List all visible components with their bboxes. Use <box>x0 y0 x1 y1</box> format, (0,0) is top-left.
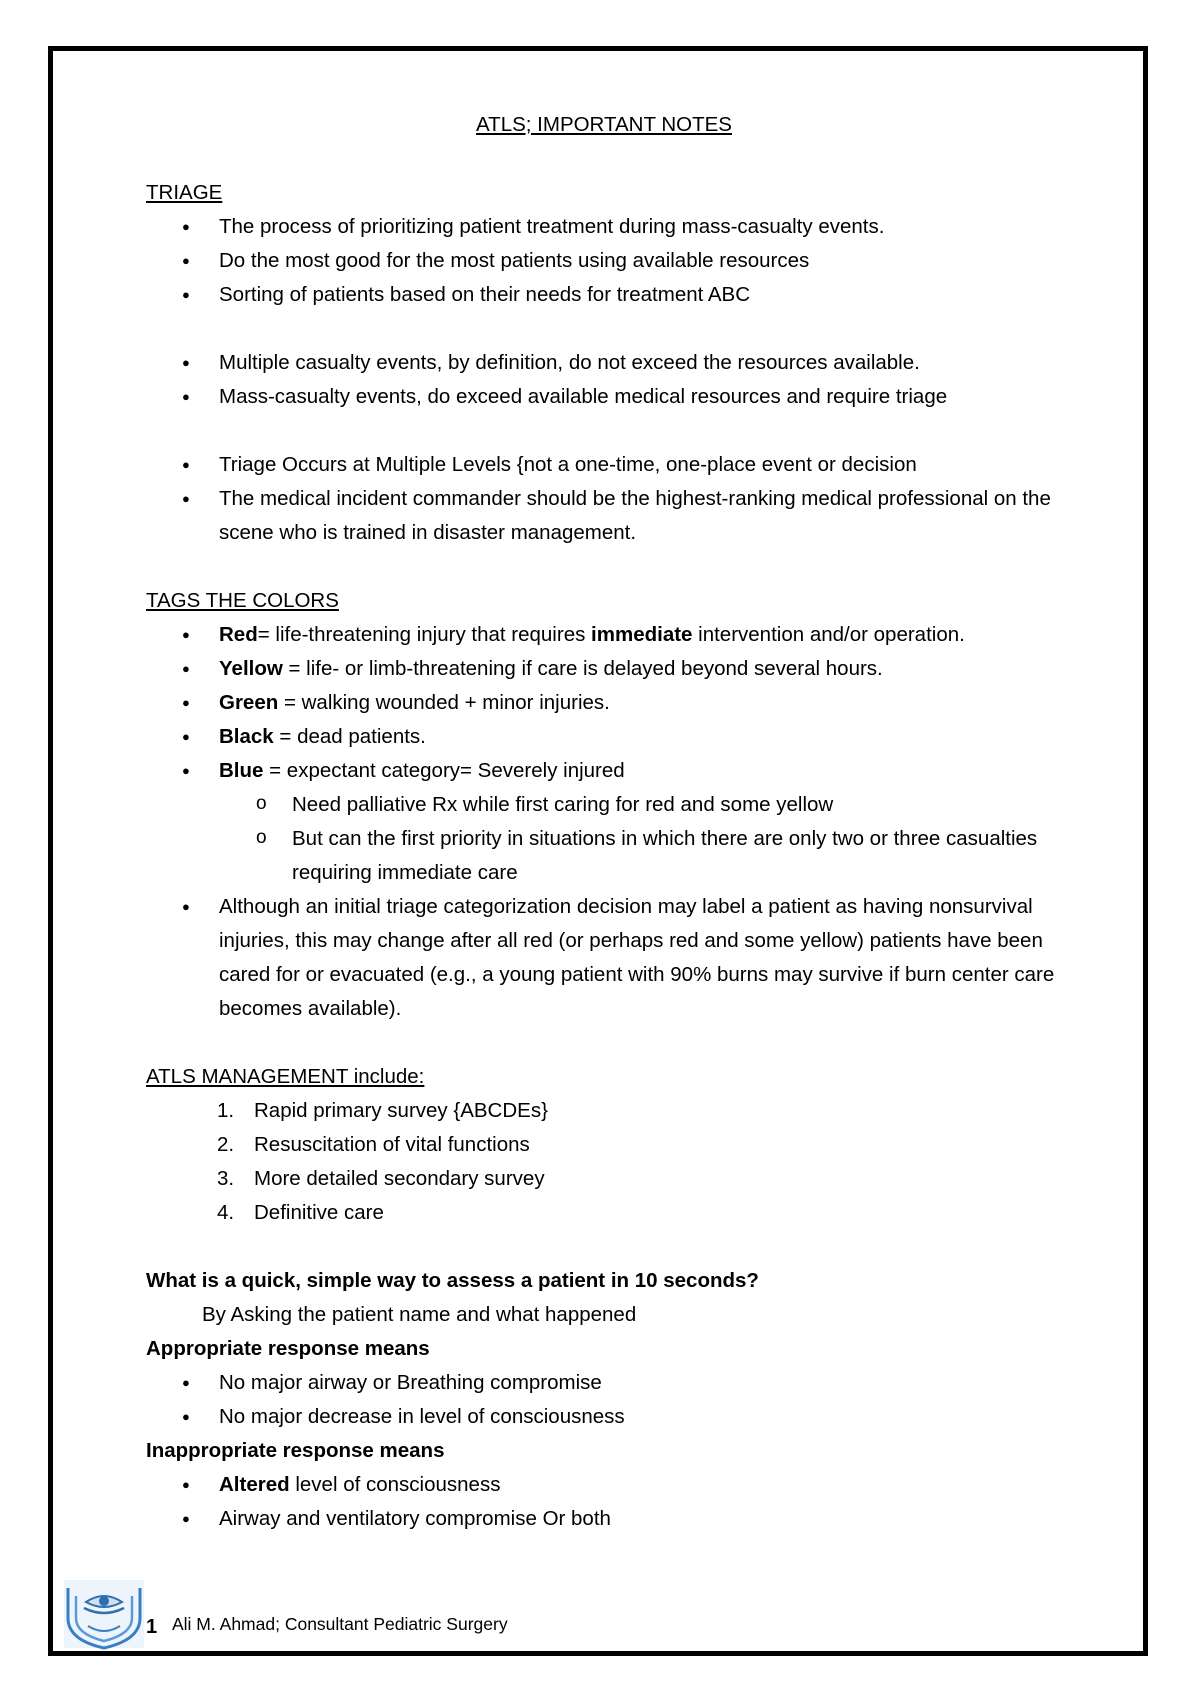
item-text: More detailed secondary survey <box>254 1167 545 1190</box>
document-body <box>146 108 1076 1536</box>
appropriate-response-list <box>146 1366 1076 1434</box>
eye-shield-logo-icon <box>62 1578 146 1650</box>
list-item <box>146 1196 1076 1230</box>
list-item: ● Sorting of patients based on their needs for treatment ABC <box>146 278 1076 312</box>
item-text: Rapid primary survey {ABCDEs} <box>254 1099 548 1122</box>
tag-green-text: = walking wounded + minor injuries. <box>278 691 610 714</box>
page-footer <box>62 1578 662 1658</box>
management-heading: ATLS MANAGEMENT include: <box>146 1065 425 1088</box>
item-number: 3. <box>217 1167 235 1190</box>
tag-red-label: Red <box>219 623 258 646</box>
tag-yellow-text: = life- or limb-threatening if care is delayed beyond several hours. <box>282 657 883 680</box>
blue-sub-list <box>146 788 1076 890</box>
list-item: ● Multiple casualty events, by definition, do not exceed the resources available. <box>146 346 1076 380</box>
list-item <box>146 1128 1076 1162</box>
tag-black-item <box>146 720 1076 754</box>
list-item: ● The medical incident commander should be the highest-ranking medical professional on the scene who is trained in disaster management. <box>146 482 1076 550</box>
tag-red-emphasis: immediate <box>591 623 693 646</box>
list-item: ● Mass-casualty events, do exceed available medical resources and require triage <box>146 380 1076 414</box>
tag-blue-label: Blue <box>219 759 264 782</box>
tags-note-list <box>146 890 1076 1026</box>
triage-heading: TRIAGE <box>146 181 223 204</box>
page-number: 1 <box>146 1616 158 1638</box>
list-item: ● Although an initial triage categorization decision may label a patient as having nonsurvival injuries, this may change after all red (or perhaps red and some yellow) patients have been cared for or evacuated (e.g., a young patient with 90% burns may survive if burn center care becomes available). <box>146 890 1076 1026</box>
item-number: 4. <box>217 1201 235 1224</box>
tags-list <box>146 618 1076 788</box>
list-item: o Need palliative Rx while first caring for red and some yellow <box>146 788 1076 822</box>
inappropriate-response-list <box>146 1468 1076 1536</box>
list-item: ● Airway and ventilatory compromise Or both <box>146 1502 1076 1536</box>
triage-list-1 <box>146 210 1076 312</box>
tag-yellow-item <box>146 652 1076 686</box>
item-number: 1. <box>217 1099 235 1122</box>
quick-assessment-answer: By Asking the patient name and what happened <box>202 1303 637 1326</box>
page-title: ATLS; IMPORTANT NOTES <box>476 113 732 136</box>
list-item: o But can the first priority in situations in which there are only two or three casualties requiring immediate care <box>146 822 1076 890</box>
tag-red-text-before: = life-threatening injury that requires <box>257 623 592 646</box>
list-item: ● No major airway or Breathing compromise <box>146 1366 1076 1400</box>
triage-list-2 <box>146 346 1076 414</box>
inappropriate-response-heading: Inappropriate response means <box>146 1439 445 1462</box>
item-text: Definitive care <box>254 1201 384 1224</box>
tag-red-text-after: intervention and/or operation. <box>692 623 965 646</box>
item-number: 2. <box>217 1133 235 1156</box>
tag-yellow-label: Yellow <box>219 657 283 680</box>
tag-black-text: = dead patients. <box>273 725 426 748</box>
footer-author: Ali M. Ahmad; Consultant Pediatric Surgery <box>172 1614 508 1634</box>
tags-heading: TAGS THE COLORS <box>146 589 339 612</box>
tag-blue-text: = expectant category= Severely injured <box>263 759 625 782</box>
list-item <box>146 1468 1076 1502</box>
list-item: ● No major decrease in level of consciousness <box>146 1400 1076 1434</box>
altered-label: Altered <box>219 1473 290 1496</box>
management-list <box>146 1094 1076 1230</box>
triage-list-3 <box>146 448 1076 550</box>
list-item: ● The process of prioritizing patient treatment during mass-casualty events. <box>146 210 1076 244</box>
tag-black-label: Black <box>219 725 274 748</box>
list-item: ● Triage Occurs at Multiple Levels {not a one-time, one-place event or decision <box>146 448 1076 482</box>
tag-red-item <box>146 618 1076 652</box>
appropriate-response-heading: Appropriate response means <box>146 1337 430 1360</box>
list-item: ● Do the most good for the most patients using available resources <box>146 244 1076 278</box>
tag-green-item <box>146 686 1076 720</box>
tag-green-label: Green <box>219 691 279 714</box>
tag-blue-item <box>146 754 1076 788</box>
item-text: Resuscitation of vital functions <box>254 1133 530 1156</box>
quick-assessment-question: What is a quick, simple way to assess a patient in 10 seconds? <box>146 1269 759 1292</box>
list-item <box>146 1094 1076 1128</box>
list-item <box>146 1162 1076 1196</box>
altered-text: level of consciousness <box>289 1473 501 1496</box>
